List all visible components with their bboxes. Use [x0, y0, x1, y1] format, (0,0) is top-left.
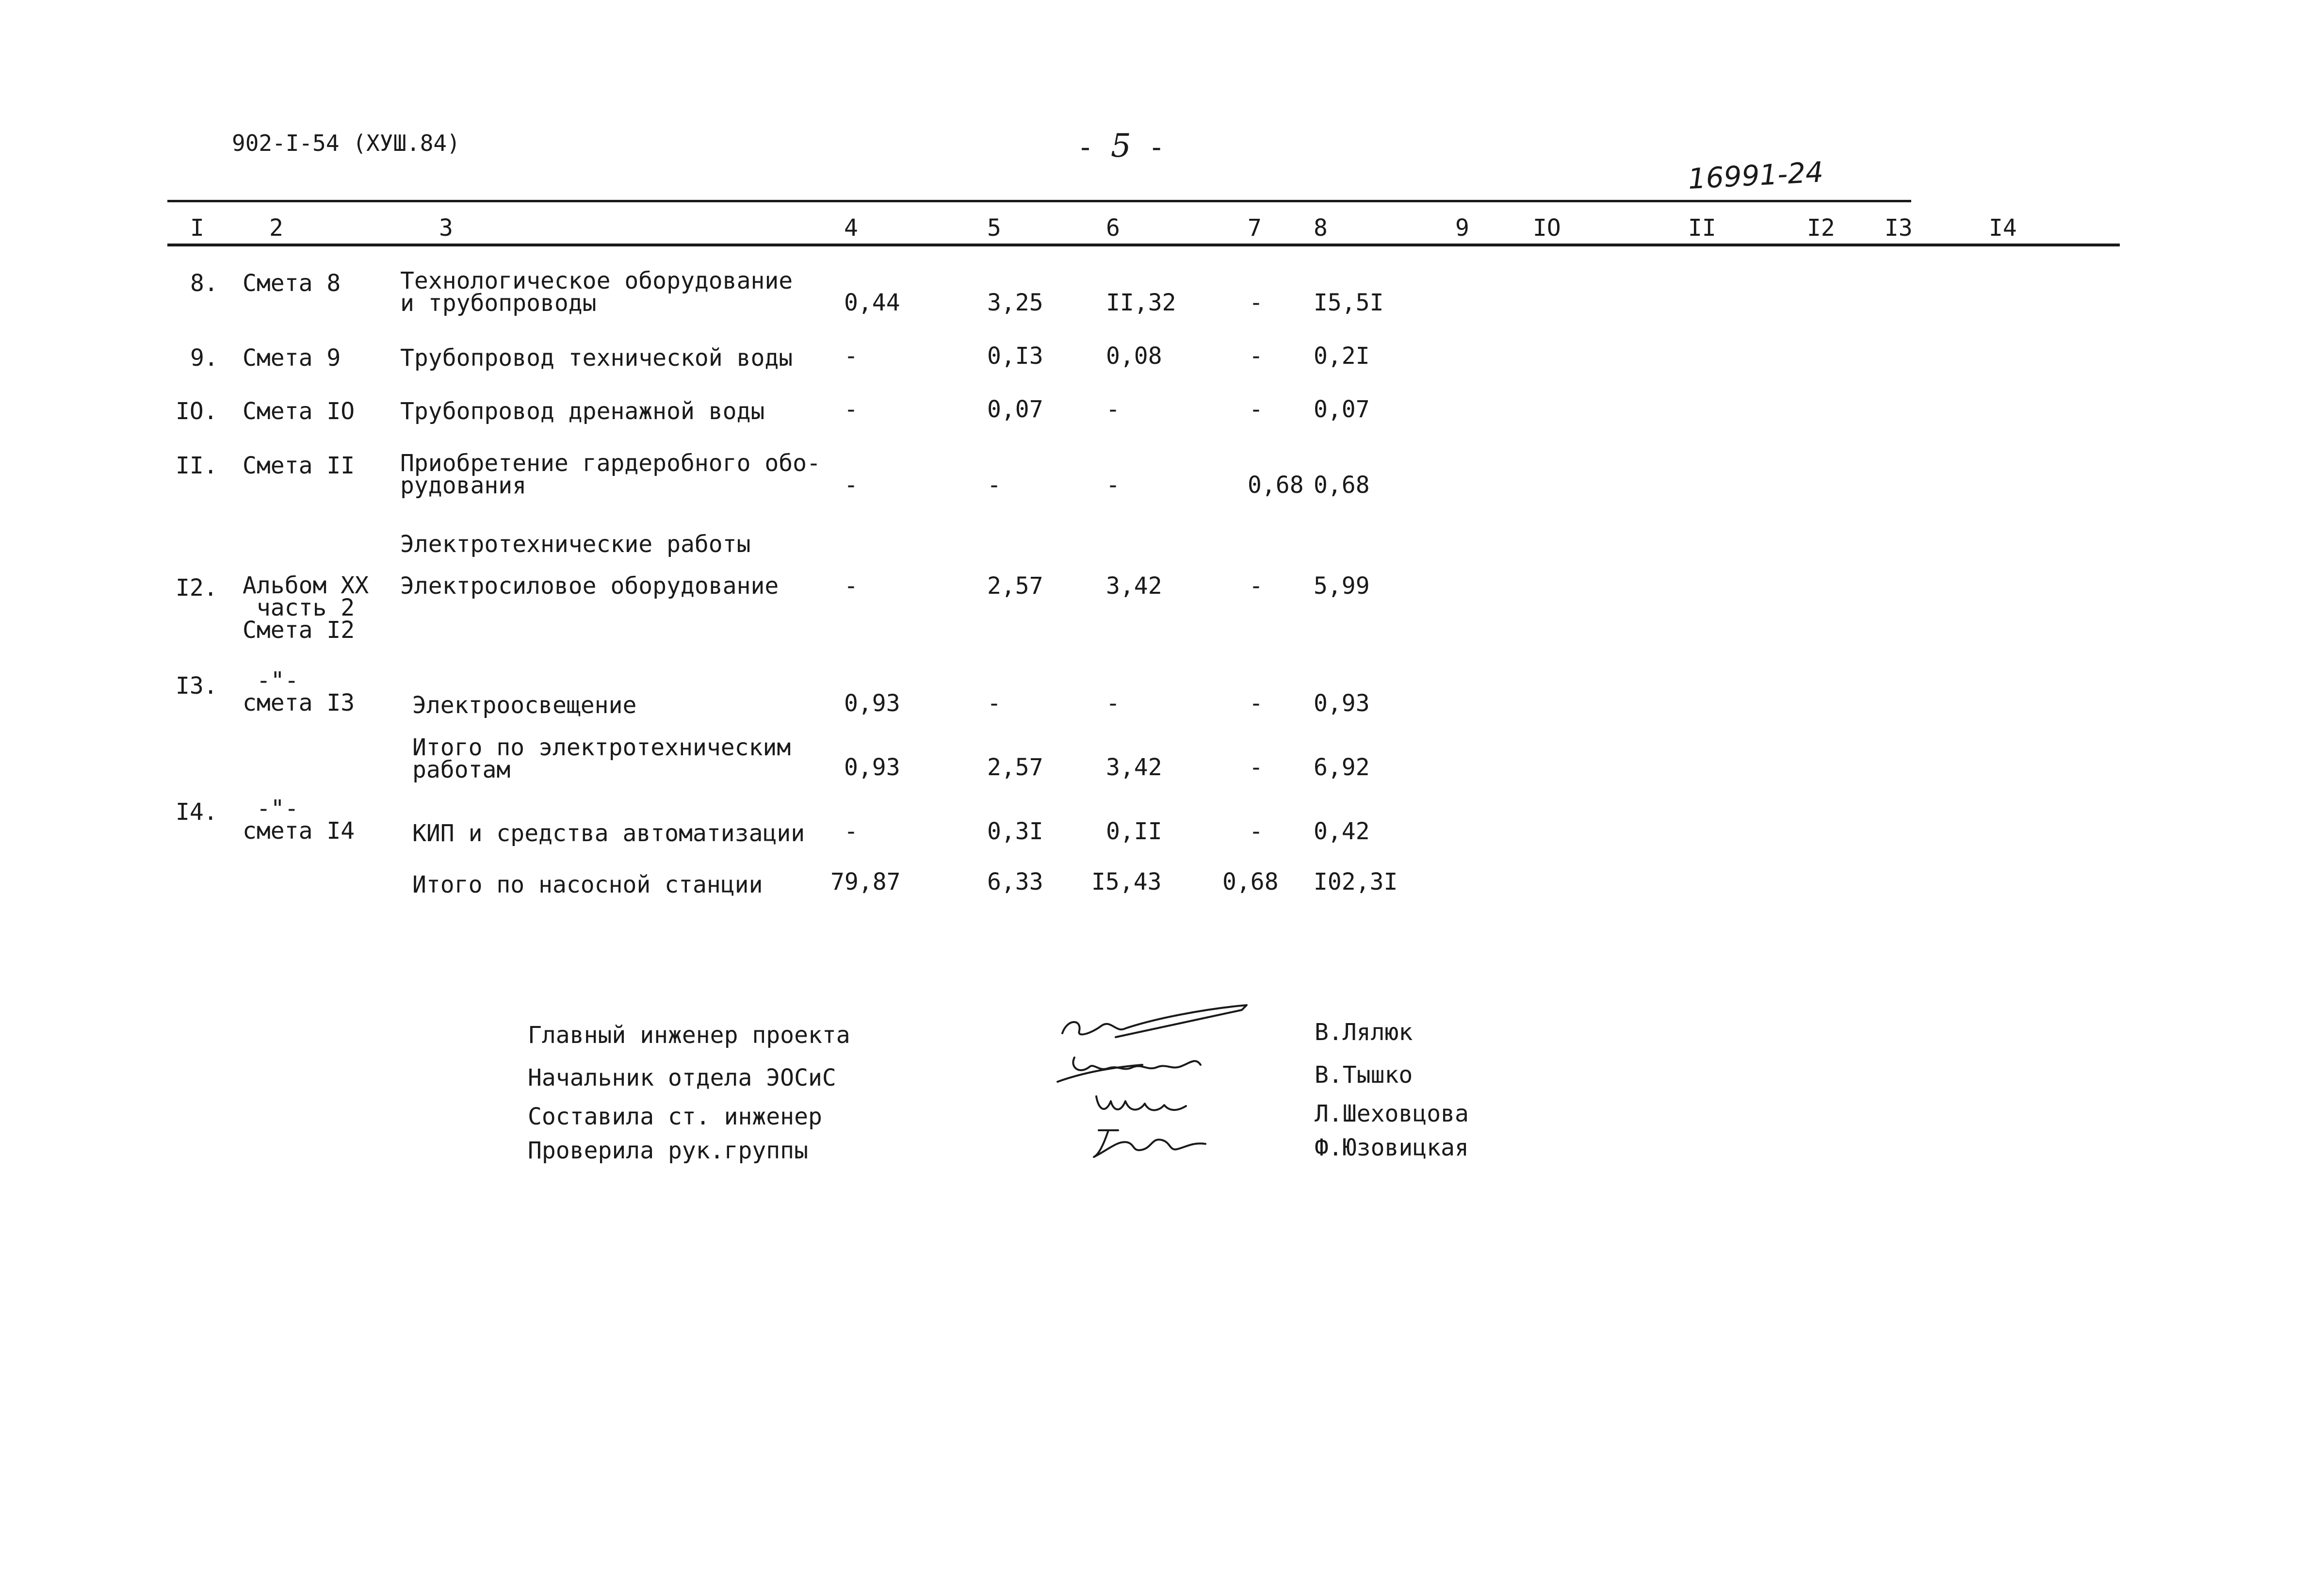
cell-col-4: - [844, 818, 858, 845]
item-name: Трубопровод дренажной воды [400, 398, 765, 425]
row-number: II. [176, 452, 218, 479]
estimate-reference: Смета II [243, 452, 355, 479]
column-header-10: IO [1533, 214, 1561, 242]
estimate-reference: Смета 8 [243, 270, 341, 297]
cell-col-4: 0,93 [844, 690, 900, 717]
header-bottom-rule [167, 244, 2120, 246]
cell-col-6: - [1106, 396, 1120, 423]
signatory-name: В.Лялюк [1315, 1019, 1413, 1046]
cell-col-4: 79,87 [830, 868, 901, 895]
column-header-4: 4 [844, 214, 858, 242]
cell-col-7: - [1249, 342, 1263, 370]
estimate-reference: Смета IO [243, 398, 355, 425]
inventory-number: 16991-24 [1687, 155, 1824, 195]
page-number-value: 5 [1110, 127, 1131, 164]
column-header-2: 2 [269, 214, 283, 242]
signatory-name: В.Тышко [1315, 1061, 1413, 1089]
item-name: Технологическое оборудование и трубопроводы [400, 267, 793, 317]
column-header-9: 9 [1455, 214, 1469, 242]
cell-col-5: 2,57 [987, 754, 1043, 781]
cell-col-7: 0,68 [1248, 472, 1304, 499]
cell-col-8: I5,5I [1314, 289, 1384, 316]
cell-col-7: 0,68 [1222, 868, 1279, 895]
signatory-role: Начальник отдела ЭОСиС [528, 1064, 836, 1091]
cell-col-6: - [1106, 472, 1120, 499]
estimate-reference: Альбом ХХ часть 2 Смета I2 [243, 572, 369, 644]
header-top-rule [167, 200, 1911, 202]
row-number: I4. [176, 798, 218, 826]
row-number: I2. [176, 574, 218, 602]
cell-col-6: I5,43 [1091, 868, 1162, 895]
cell-col-5: - [987, 472, 1001, 499]
cell-col-7: - [1249, 690, 1263, 717]
column-header-1: I [190, 214, 204, 242]
cell-col-7: - [1249, 818, 1263, 845]
page-number: - 5 - [1077, 127, 1165, 164]
row-number: IO. [176, 398, 218, 425]
column-header-3: 3 [439, 214, 453, 242]
cell-col-8: 0,93 [1314, 690, 1370, 717]
cell-col-4: - [844, 472, 858, 499]
signatory-role: Главный инженер проекта [528, 1022, 850, 1049]
estimate-reference: -"- смета I4 [243, 795, 355, 845]
estimate-reference: Смета 9 [243, 344, 341, 372]
cell-col-4: 0,93 [844, 754, 900, 781]
row-number: 8. [190, 270, 218, 297]
item-name: Трубопровод технической воды [400, 344, 793, 372]
cell-col-5: 0,I3 [987, 342, 1043, 370]
cell-col-8: 6,92 [1314, 754, 1370, 781]
signature-department-head [1055, 1038, 1239, 1087]
cell-col-6: 3,42 [1106, 754, 1162, 781]
cell-col-8: 0,42 [1314, 818, 1370, 845]
signature-reviewer [1089, 1121, 1215, 1164]
signatory-role: Составила ст. инженер [528, 1103, 822, 1130]
cell-col-7: - [1249, 572, 1263, 600]
column-header-7: 7 [1248, 214, 1262, 242]
signatory-role: Проверила рук.группы [528, 1137, 808, 1164]
item-name: Приобретение гардеробного обо- рудования [400, 450, 821, 499]
cell-col-8: 0,07 [1314, 396, 1370, 423]
signature-compiler [1091, 1087, 1198, 1125]
cell-col-5: - [987, 690, 1001, 717]
cell-col-7: - [1249, 754, 1263, 781]
item-name: Электросиловое оборудование [400, 572, 779, 600]
section-heading: Электротехнические работы [400, 531, 751, 558]
signatory-name: Ф.Юзовицкая [1315, 1134, 1469, 1161]
cell-col-8: 0,68 [1314, 472, 1370, 499]
column-header-13: I3 [1885, 214, 1913, 242]
cell-col-4: - [844, 342, 858, 370]
cell-col-6: II,32 [1106, 289, 1176, 316]
column-header-5: 5 [987, 214, 1001, 242]
column-header-14: I4 [1989, 214, 2017, 242]
column-header-11: II [1688, 214, 1716, 242]
cell-col-5: 2,57 [987, 572, 1043, 600]
cell-col-8: 0,2I [1314, 342, 1370, 370]
cell-col-8: I02,3I [1314, 868, 1398, 895]
column-header-12: I2 [1807, 214, 1835, 242]
cell-col-6: 3,42 [1106, 572, 1162, 600]
cell-col-5: 3,25 [987, 289, 1043, 316]
row-number: I3. [176, 672, 218, 700]
grand-total-label: Итого по насосной станции [412, 871, 763, 898]
subtotal-label: Итого по электротехническим работам [412, 734, 791, 783]
cell-col-7: - [1249, 289, 1263, 316]
item-name: КИП и средства автоматизации [412, 820, 805, 847]
cell-col-5: 0,3I [987, 818, 1043, 845]
cell-col-5: 0,07 [987, 396, 1043, 423]
estimate-reference: -"- смета I3 [243, 667, 355, 716]
column-header-6: 6 [1106, 214, 1120, 242]
cell-col-4: - [844, 572, 858, 600]
cell-col-8: 5,99 [1314, 572, 1370, 600]
document-code: 902-I-54 (ХУШ.84) [232, 130, 460, 156]
cell-col-7: - [1249, 396, 1263, 423]
cell-col-6: 0,08 [1106, 342, 1162, 370]
cell-col-4: - [844, 396, 858, 423]
item-name: Электроосвещение [412, 692, 637, 719]
cell-col-4: 0,44 [844, 289, 900, 316]
column-header-8: 8 [1314, 214, 1328, 242]
cell-col-6: 0,II [1106, 818, 1162, 845]
cell-col-6: - [1106, 690, 1120, 717]
row-number: 9. [190, 344, 218, 372]
signatory-name: Л.Шеховцова [1315, 1100, 1469, 1127]
cell-col-5: 6,33 [987, 868, 1043, 895]
